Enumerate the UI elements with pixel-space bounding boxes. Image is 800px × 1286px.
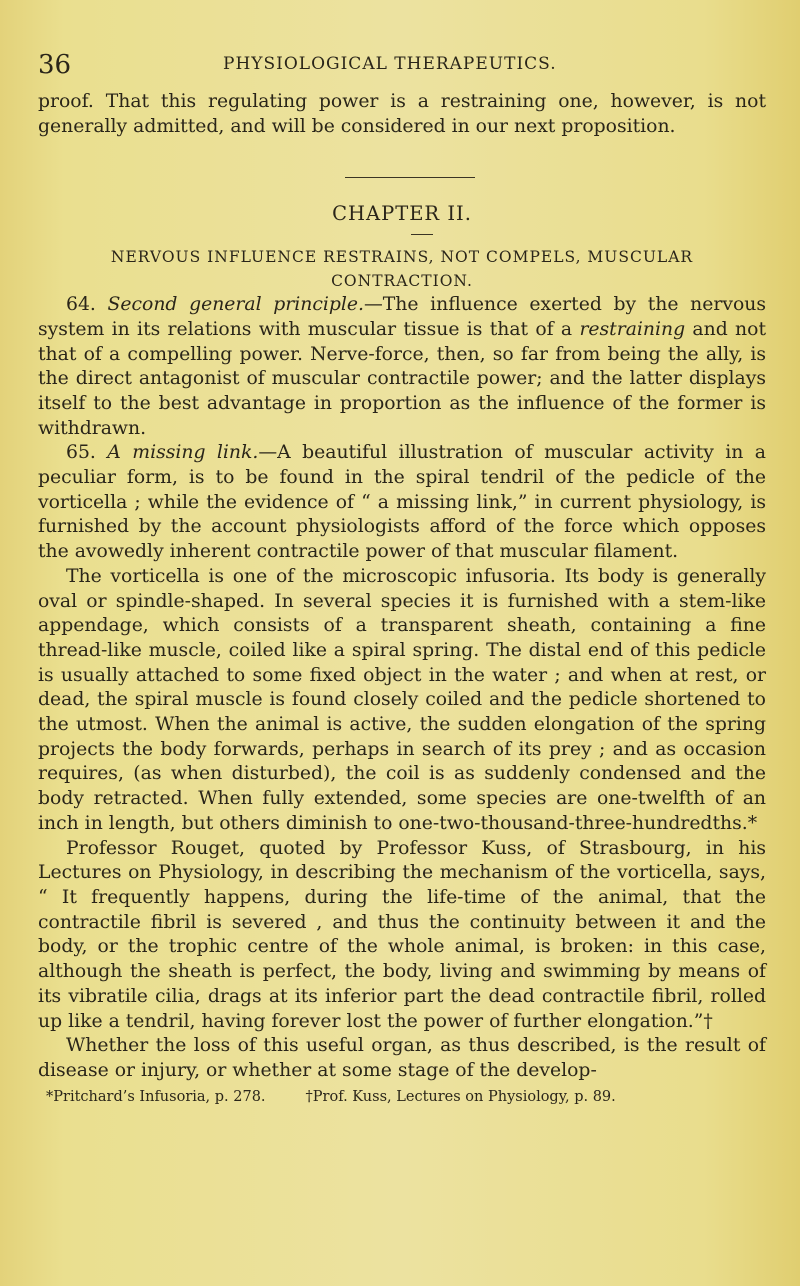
section-number: 64. <box>66 294 96 316</box>
opening-paragraph: proof. That this regulating power is a restraining one, however, is not generally admitted, and will be considered in our next proposition. <box>38 91 766 137</box>
paragraph-64 <box>38 293 766 441</box>
footnote: †Prof. Kuss, Lectures on Physiology, p. 89. <box>305 1088 616 1105</box>
section-heading: A missing link. <box>107 442 259 464</box>
paragraph-text: and not that of a compelling power. Nerve-force, then, so far from being the ally, is the direct antagonist of muscular contractile power; and the latter displays itself to the best advantage in proportion as the influence of the former is withdrawn. <box>38 318 766 439</box>
section-rule <box>345 177 475 178</box>
footnotes <box>38 1085 766 1110</box>
running-header <box>38 50 766 90</box>
footnote: *Pritchard’s Infusoria, p. 278. <box>46 1088 266 1105</box>
chapter-title-rule <box>411 234 433 235</box>
paragraph-whether: Whether the loss of this useful organ, as thus described, is the result of disease or injury, or whether at some stage of the develop- <box>38 1035 766 1081</box>
paragraph-text: —The influence exerted by the nervous system in its relations with muscular tissue is that of a <box>38 294 766 340</box>
paragraph-text: —A beautiful illustration of muscular activity in a peculiar form, is to be found in the spiral tendril of the pedicle of the vorticella ; while the evidence of “ a missing link,” in current physiology, is furnished by the account physiologists afford of the force which opposes the avowedly inherent contractile power of that muscular filament. <box>38 442 766 563</box>
paragraph-65 <box>38 441 766 565</box>
emphasized-word: restraining <box>579 318 686 340</box>
paragraph-vorticella: The vorticella is one of the microscopic infusoria. Its body is generally oval or spindle-shaped. In several species it is furnished with a stem-like appendage, which consists of a transparent sheath, containing a fine thread-like muscle, coiled like a spiral spring. The distal end of this pedicle is usually attached to some fixed object in the water ; and when at rest, or dead, the spiral muscle is found closely coiled and the pedicle shortened to the utmost. When the animal is active, the sudden elongation of the spring projects the body forwards, perhaps in search of its prey ; and as occasion requires, (as when disturbed), the coil is as suddenly condensed and the body retracted. When fully extended, some species are one-twelfth of an inch in length, but others diminish to one-two-thousand-three-hundredths.* <box>38 565 766 834</box>
chapter-subtitle: NERVOUS INFLUENCE RESTRAINS, NOT COMPELS, MUSCULAR CONTRACTION. <box>110 248 694 291</box>
section-number: 65. <box>66 442 96 464</box>
chapter-title: CHAPTER II. <box>332 202 472 226</box>
page-number: 36 <box>38 50 72 80</box>
book-page <box>38 50 766 1109</box>
section-heading: Second general principle. <box>107 294 364 316</box>
paragraph-rouget: Professor Rouget, quoted by Professor Kuss, of Strasbourg, in his Lectures on Physiology, in describing the mechanism of the vorticella, says, “ It frequently happens, during the life-time of the animal, that the contractile fibril is severed , and thus the continuity between it and the body, or the trophic centre of the whole animal, is broken: in this case, although the sheath is perfect, the body, living and swimming by means of its vibratile cilia, drags at its inferior part the dead contractile fibril, rolled up like a tendril, having forever lost the power of further elongation.”† <box>38 837 766 1032</box>
page-body <box>38 90 766 1109</box>
running-title: PHYSIOLOGICAL THERAPEUTICS. <box>223 54 557 74</box>
